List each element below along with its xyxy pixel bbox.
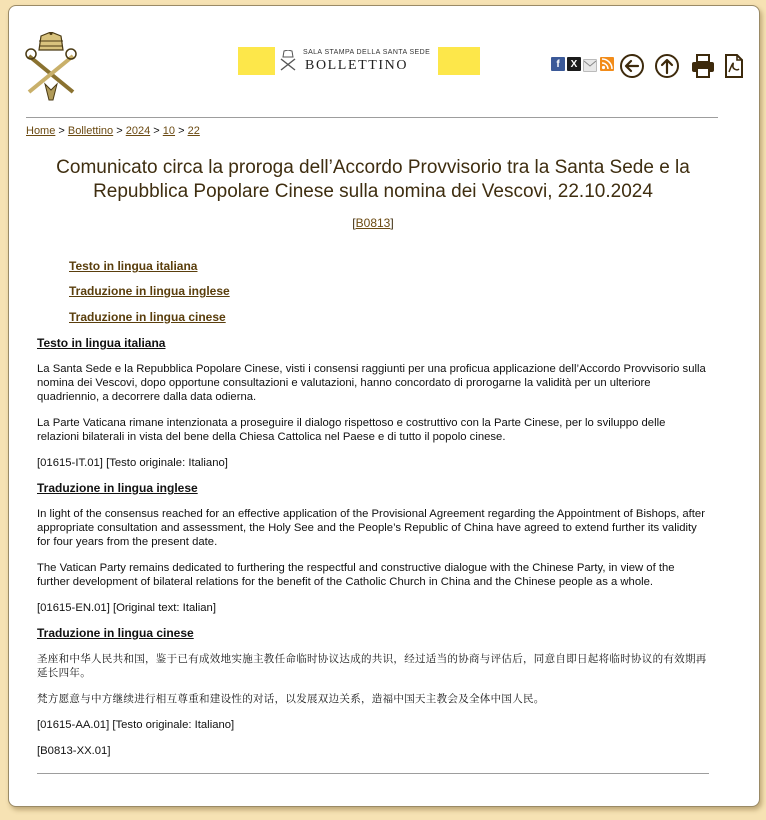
page-title-line1: Comunicato circa la proroga dell’Accordo Provvisorio tra la Santa Sede e la — [56, 157, 690, 178]
toc-link-english[interactable]: Traduzione in lingua inglese — [69, 284, 230, 298]
print-icon[interactable] — [690, 53, 716, 79]
pdf-icon[interactable] — [721, 53, 747, 79]
chinese-reference: [01615-AA.01] [Testo originale: Italiano] — [37, 719, 235, 731]
footer-reference: [B0813-XX.01] — [37, 745, 111, 757]
chinese-paragraph-1: 圣座和中华人民共和国，鉴于已有成效地实施主教任命临时协议达成的共识，经过适当的协商与评估后，同意自即日起将临时协议的有效期再延长四年。 — [37, 653, 707, 679]
bulletin-code-link[interactable]: B0813 — [355, 216, 391, 230]
chinese-section — [37, 626, 709, 758]
email-icon[interactable] — [583, 59, 597, 72]
italian-section — [37, 336, 709, 470]
x-icon[interactable]: X — [567, 57, 581, 71]
breadcrumb-day[interactable]: 22 — [187, 125, 200, 137]
breadcrumb-year[interactable]: 2024 — [125, 125, 151, 137]
header — [9, 6, 759, 116]
breadcrumb — [26, 125, 200, 137]
italian-paragraph-2: La Parte Vaticana rimane intenzionata a proseguire il dialogo rispettoso e costruttivo con la Parte Cinese, per lo sviluppo delle relazioni bilaterali in vista del bene della Chiesa Cattolica nel Paese e di tutto il popolo cinese. — [37, 417, 666, 443]
breadcrumb-home[interactable]: Home — [26, 125, 56, 137]
breadcrumb-bollettino[interactable]: Bollettino — [67, 125, 114, 137]
banner-yellow-right — [438, 47, 480, 75]
english-paragraph-2: The Vatican Party remains dedicated to furthering the respectful and constructive dialogue with the Chinese Party, in view of the further development of bilateral relations for the benefit of the Catholic Church in China and the Chinese people as a whole. — [37, 562, 675, 588]
section-heading-italian: Testo in lingua italiana — [37, 336, 166, 350]
italian-reference: [01615-IT.01] [Testo originale: Italiano] — [37, 457, 228, 469]
breadcrumb-separator: > — [153, 125, 160, 137]
breadcrumb-separator: > — [116, 125, 123, 137]
bulletin-code: [B0813] — [352, 216, 394, 230]
english-section — [37, 481, 709, 615]
chinese-paragraph-2: 梵方愿意与中方继续进行相互尊重和建设性的对话，以发展双边关系，造福中国天主教会及全体中国人民。 — [37, 693, 545, 705]
page-title-line2: Repubblica Popolare Cinese sulla nomina dei Vescovi, 22.10.2024 — [93, 181, 653, 202]
holy-see-keys-icon — [279, 50, 297, 72]
banner-yellow-left — [238, 47, 275, 75]
english-paragraph-1: In light of the consensus reached for an effective application of the Provisional Agreement regarding the Appointment of Bishops, after appropriate consultation and assessment, the Holy See and the People’s Republic of China have agreed to extend further its validity for four years from the present date. — [37, 508, 705, 548]
page-title — [26, 156, 720, 204]
toc-link-italian[interactable]: Testo in lingua italiana — [69, 259, 198, 273]
breadcrumb-separator: > — [58, 125, 65, 137]
header-divider — [26, 117, 718, 118]
footer-divider — [37, 773, 709, 774]
breadcrumb-month[interactable]: 10 — [162, 125, 176, 137]
facebook-icon[interactable]: f — [551, 57, 565, 71]
page-container — [8, 5, 760, 807]
banner-middle — [275, 47, 438, 75]
back-icon[interactable] — [619, 53, 645, 79]
breadcrumb-separator: > — [178, 125, 185, 137]
english-reference: [01615-EN.01] [Original text: Italian] — [37, 602, 216, 614]
bollettino-banner[interactable] — [238, 47, 480, 75]
section-heading-chinese: Traduzione in lingua cinese — [37, 626, 194, 640]
section-heading-english: Traduzione in lingua inglese — [37, 481, 198, 495]
toc-link-chinese[interactable]: Traduzione in lingua cinese — [69, 310, 226, 324]
banner-press-office-text: SALA STAMPA DELLA SANTA SEDE — [303, 49, 431, 56]
vatican-crest-icon[interactable] — [23, 32, 79, 102]
banner-bollettino-text: BOLLETTINO — [305, 58, 409, 73]
up-icon[interactable] — [654, 53, 680, 79]
italian-paragraph-1: La Santa Sede e la Repubblica Popolare Cinese, visti i consensi raggiunti per una proficua applicazione dell’Accordo Provvisorio sulla nomina dei Vescovi, dopo opportune consultazioni e valutazioni, hanno concordato di prorogarne la validità per un ulteriore quadriennio, a decorrere dalla data odierna. — [37, 363, 706, 403]
rss-icon[interactable] — [600, 57, 614, 71]
